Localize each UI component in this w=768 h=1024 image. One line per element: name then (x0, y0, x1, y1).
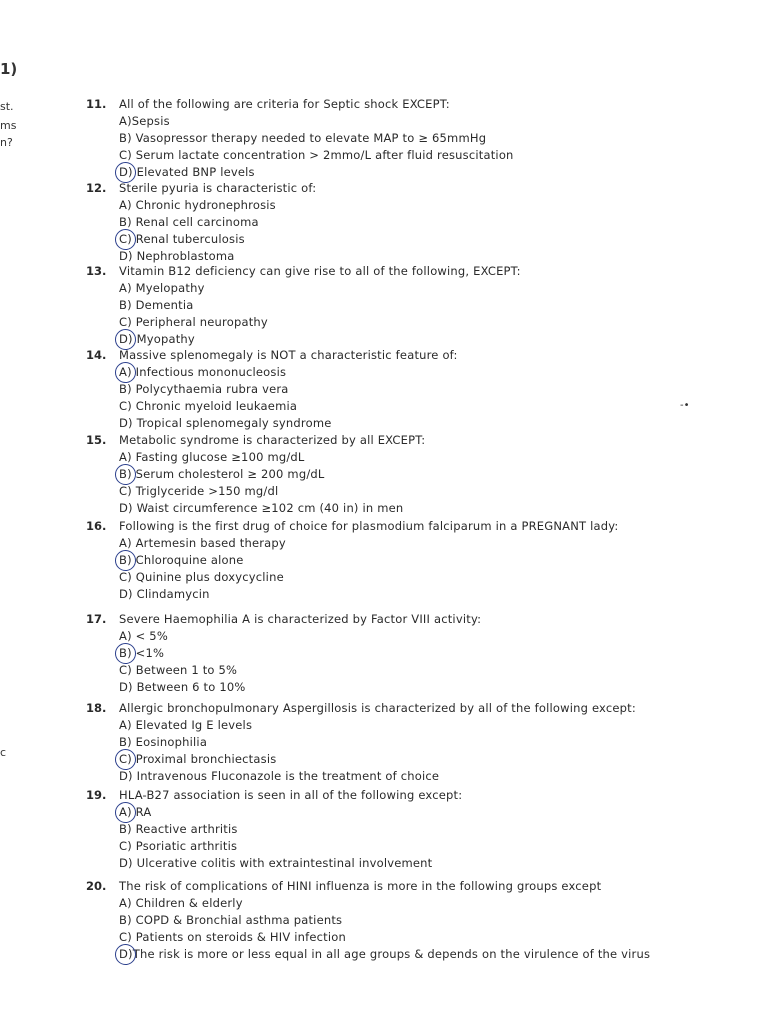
option-text: B) Polycythaemia rubra vera (119, 381, 289, 396)
option-b (119, 912, 650, 929)
option-c (119, 929, 650, 946)
options-list (119, 280, 521, 348)
option-text: B) Dementia (119, 297, 194, 312)
option-text: C) Chronic myeloid leukaemia (119, 398, 298, 413)
options-list (119, 804, 462, 872)
option-b (119, 130, 514, 147)
option-a (119, 628, 481, 645)
option-b (119, 821, 462, 838)
stray-pen-mark: -• (680, 400, 690, 411)
option-text: A) Chronic hydronephrosis (119, 197, 276, 212)
option-text: A) Myelopathy (119, 280, 205, 295)
answer-circle-mark (115, 802, 136, 823)
option-text: B) <1% (119, 645, 165, 660)
option-d (119, 855, 462, 872)
question-number: 12. (86, 181, 107, 195)
option-b (119, 645, 481, 662)
option-text: B) Renal cell carcinoma (119, 214, 259, 229)
option-c (119, 838, 462, 855)
option-text: A) Children & elderly (119, 895, 243, 910)
question-number: 17. (86, 612, 107, 626)
option-text: A)Sepsis (119, 113, 170, 128)
option-d (119, 679, 481, 696)
option-text: C) Serum lactate concentration > 2mmo/L after fluid resuscitation (119, 147, 514, 162)
option-a (119, 280, 521, 297)
option-text: A) Fasting glucose ≥100 mg/dL (119, 449, 305, 464)
option-text: B) Serum cholesterol ≥ 200 mg/dL (119, 466, 325, 481)
option-c (119, 569, 619, 586)
options-list (119, 535, 619, 603)
margin-fragment: c (0, 746, 7, 759)
option-text: D) Myopathy (119, 331, 195, 346)
question-number: 20. (86, 879, 107, 893)
options-list (119, 113, 514, 181)
question-number: 15. (86, 433, 107, 447)
option-d (119, 415, 458, 432)
question-number: 14. (86, 348, 107, 362)
option-d (119, 946, 650, 963)
question-18 (86, 700, 636, 785)
options-list (119, 895, 650, 963)
option-a (119, 717, 636, 734)
margin-fragment: n? (0, 136, 13, 149)
option-a (119, 449, 425, 466)
question-13 (86, 263, 521, 348)
question-text: Severe Haemophilia A is characterized by Factor VIII activity: (119, 612, 482, 626)
option-d (119, 164, 514, 181)
option-text: C) Renal tuberculosis (119, 231, 245, 246)
options-list (119, 717, 636, 785)
answer-circle-mark (115, 362, 136, 383)
question-text: The risk of complications of HINI influenza is more in the following groups except (119, 879, 602, 893)
question-number: 19. (86, 788, 107, 802)
question-text: Following is the first drug of choice for plasmodium falciparum in a PREGNANT lady: (119, 519, 619, 533)
options-list (119, 197, 316, 265)
option-d (119, 500, 425, 517)
question-text: Vitamin B12 deficiency can give rise to all of the following, EXCEPT: (119, 264, 521, 278)
option-text: D) Between 6 to 10% (119, 679, 246, 694)
option-d (119, 768, 636, 785)
option-text: D) Ulcerative colitis with extraintestinal involvement (119, 855, 433, 870)
option-b (119, 552, 619, 569)
option-text: A) RA (119, 804, 152, 819)
option-text: B) Reactive arthritis (119, 821, 238, 836)
answer-circle-mark (115, 229, 136, 250)
question-14 (86, 347, 458, 432)
option-text: B) COPD & Bronchial asthma patients (119, 912, 343, 927)
question-number: 11. (86, 97, 107, 111)
options-list (119, 364, 458, 432)
answer-circle-mark (115, 550, 136, 571)
option-text: D) Clindamycin (119, 586, 210, 601)
options-list (119, 628, 481, 696)
question-16 (86, 518, 619, 603)
option-a (119, 197, 316, 214)
question-17 (86, 611, 481, 696)
option-d (119, 586, 619, 603)
option-text: D)The risk is more or less equal in all age groups & depends on the virulence of the virus (119, 946, 651, 961)
option-d (119, 331, 521, 348)
option-c (119, 662, 481, 679)
option-c (119, 483, 425, 500)
answer-circle-mark (115, 643, 136, 664)
margin-fragment: st. (0, 100, 14, 113)
question-15 (86, 432, 425, 517)
option-text: A) < 5% (119, 628, 168, 643)
question-text: All of the following are criteria for Septic shock EXCEPT: (119, 97, 450, 111)
question-text: Allergic bronchopulmonary Aspergillosis is characterized by all of the following except: (119, 701, 636, 715)
option-b (119, 297, 521, 314)
option-c (119, 314, 521, 331)
option-text: D) Intravenous Fluconazole is the treatment of choice (119, 768, 440, 783)
option-c (119, 147, 514, 164)
option-text: D) Tropical splenomegaly syndrome (119, 415, 332, 430)
option-text: A) Artemesin based therapy (119, 535, 286, 550)
option-text: B) Vasopressor therapy needed to elevate MAP to ≥ 65mmHg (119, 130, 487, 145)
question-number: 16. (86, 519, 107, 533)
option-b (119, 466, 425, 483)
option-text: C) Quinine plus doxycycline (119, 569, 284, 584)
option-text: C) Psoriatic arthritis (119, 838, 238, 853)
option-c (119, 398, 458, 415)
options-list (119, 449, 425, 517)
answer-circle-mark (115, 944, 136, 965)
question-text: Massive splenomegaly is NOT a characteristic feature of: (119, 348, 458, 362)
question-text: Metabolic syndrome is characterized by all EXCEPT: (119, 433, 426, 447)
option-a (119, 535, 619, 552)
option-b (119, 214, 316, 231)
option-text: B) Eosinophilia (119, 734, 208, 749)
option-text: C) Triglyceride >150 mg/dl (119, 483, 279, 498)
option-text: C) Between 1 to 5% (119, 662, 238, 677)
option-text: A) Infectious mononucleosis (119, 364, 287, 379)
question-11 (86, 96, 514, 181)
question-text: HLA-B27 association is seen in all of the following except: (119, 788, 463, 802)
option-b (119, 734, 636, 751)
option-d (119, 248, 316, 265)
option-text: C) Patients on steroids & HIV infection (119, 929, 347, 944)
option-text: A) Elevated Ig E levels (119, 717, 253, 732)
question-text: Sterile pyuria is characteristic of: (119, 181, 317, 195)
margin-fragment: ms (0, 119, 17, 132)
option-c (119, 231, 316, 248)
option-c (119, 751, 636, 768)
option-a (119, 895, 650, 912)
option-text: C) Proximal bronchiectasis (119, 751, 277, 766)
option-text: D) Waist circumference ≥102 cm (40 in) in men (119, 500, 404, 515)
answer-circle-mark (115, 749, 136, 770)
option-text: C) Peripheral neuropathy (119, 314, 268, 329)
option-text: B) Chloroquine alone (119, 552, 244, 567)
option-text: D) Elevated BNP levels (119, 164, 255, 179)
answer-circle-mark (115, 464, 136, 485)
question-number: 13. (86, 264, 107, 278)
option-a (119, 804, 462, 821)
margin-fragment: 1) (0, 60, 18, 78)
question-12 (86, 180, 316, 265)
option-a (119, 364, 458, 381)
option-b (119, 381, 458, 398)
question-19 (86, 787, 462, 872)
option-text: D) Nephroblastoma (119, 248, 235, 263)
question-number: 18. (86, 701, 107, 715)
option-a (119, 113, 514, 130)
question-20 (86, 878, 650, 963)
